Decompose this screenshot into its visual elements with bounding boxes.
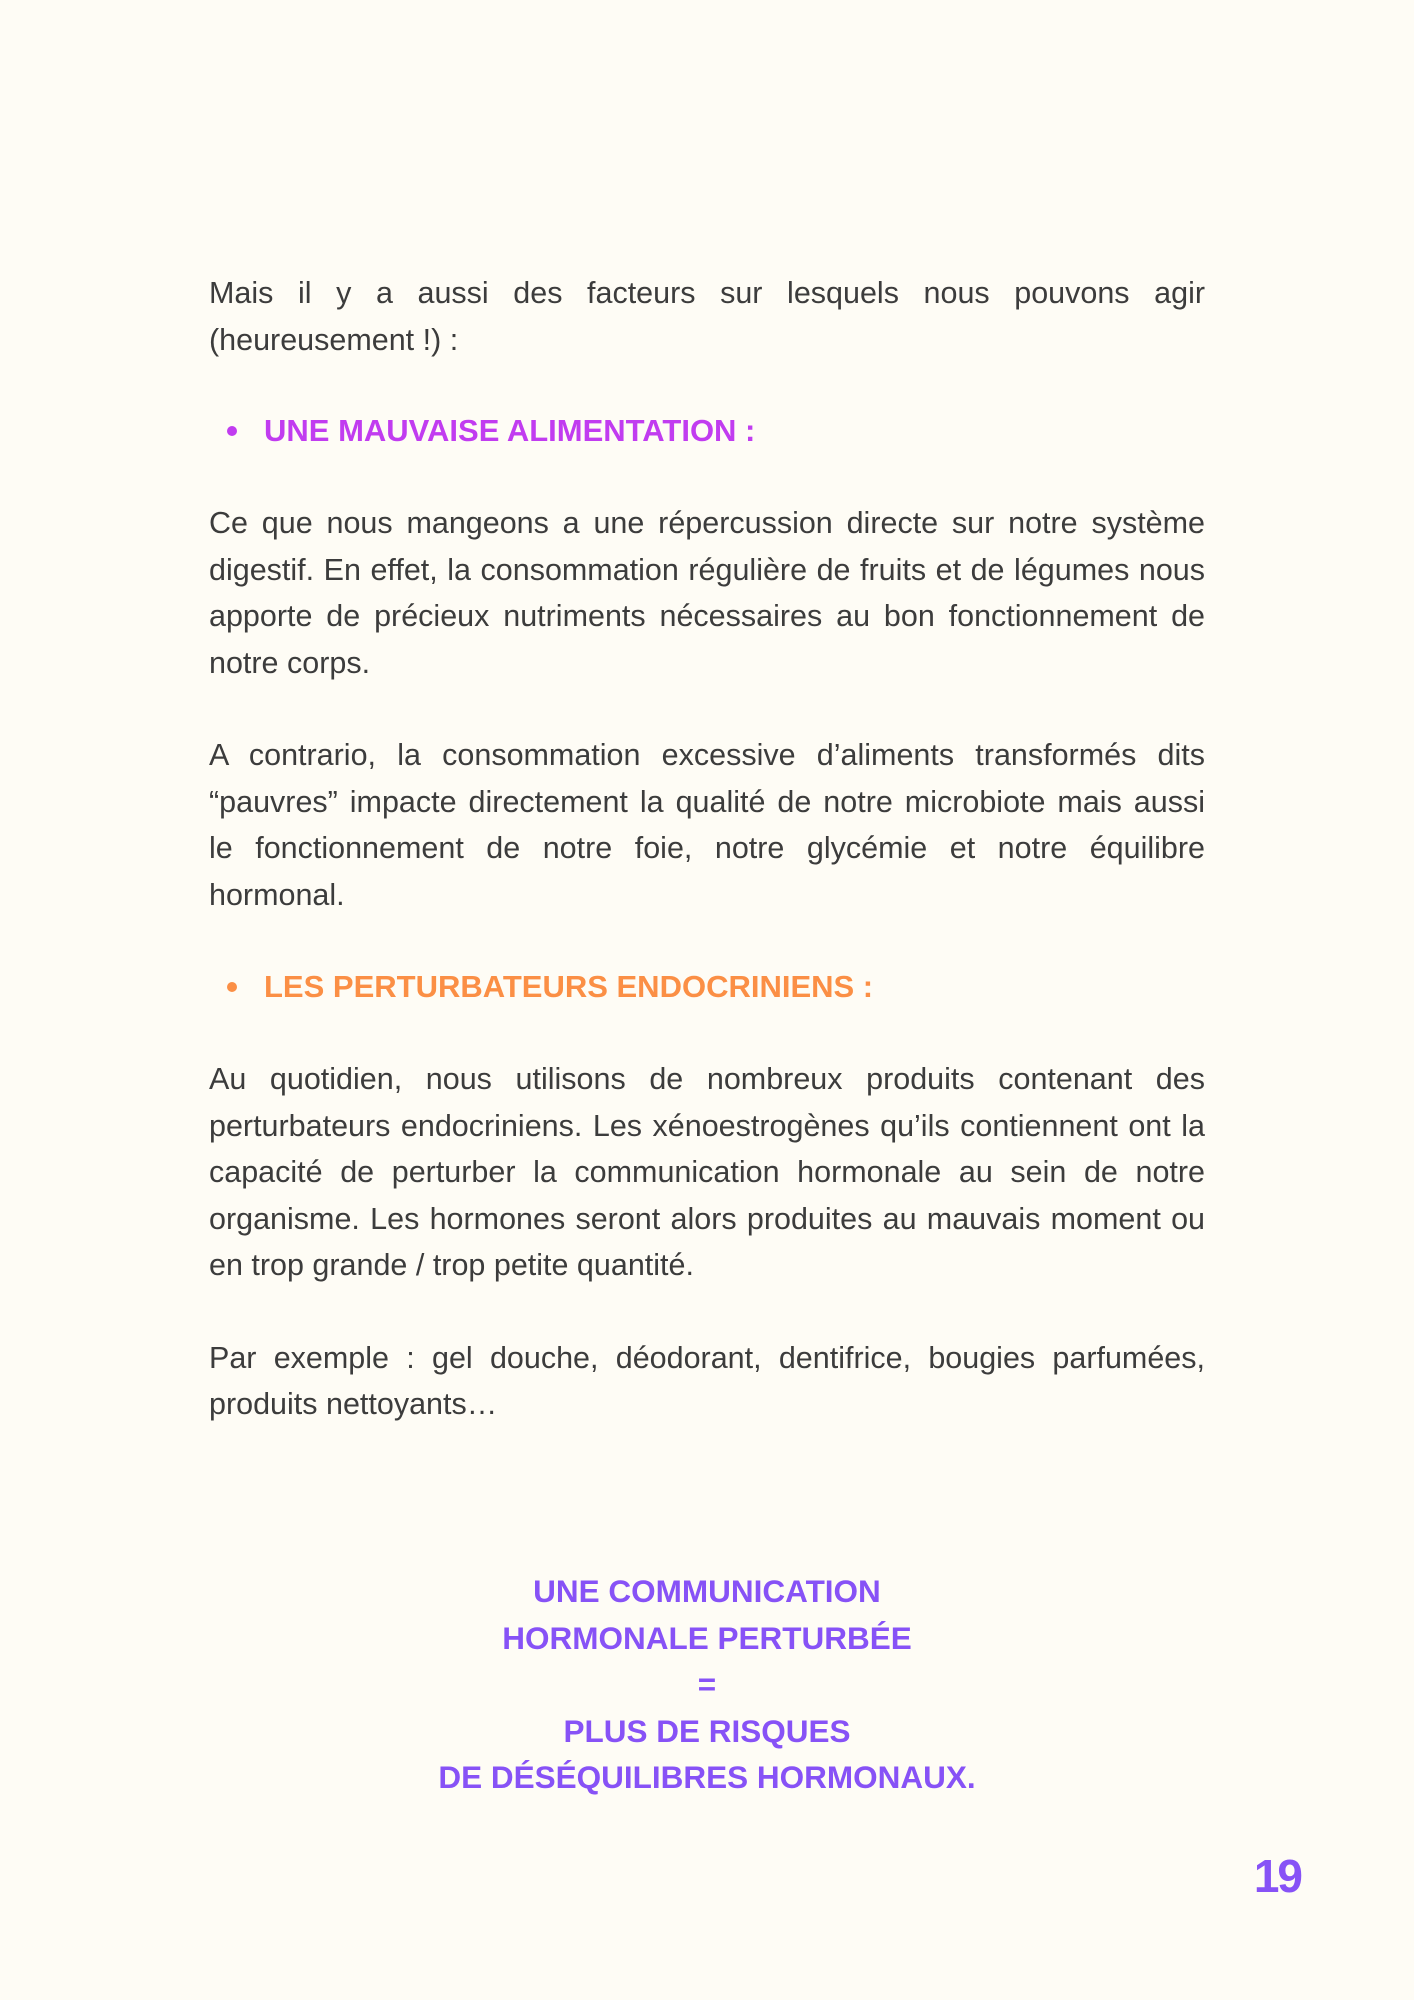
page-content <box>209 270 1205 1428</box>
bullet-dot-icon <box>227 426 237 436</box>
heading-text: UNE MAUVAISE ALIMENTATION : <box>264 413 756 448</box>
perturbateurs-paragraph-2: Par exemple : gel douche, déodorant, dentifrice, bougies parfumées, produits nettoyants… <box>209 1340 1205 1421</box>
bullet-dot-icon <box>227 982 237 992</box>
perturbateurs-paragraph-1: Au quotidien, nous utilisons de nombreux produits contenant des perturbateurs endocriniens. Les xénoestrogènes qu’ils contiennent ont la capacité de perturber la communication hormonale au sein de notre organisme. Les hormones seront alors produites au mauvais moment ou en trop grande / trop petite quantité. <box>209 1062 1205 1282</box>
key-message-callout <box>209 1568 1205 1801</box>
alimentation-paragraph-1: Ce que nous mangeons a une répercussion directe sur notre système digestif. En effet, la consommation régulière de fruits et de légumes nous apporte de précieux nutriments nécessaires au bon fonctionnement de notre corps. <box>209 506 1205 680</box>
intro-paragraph: Mais il y a aussi des facteurs sur lesquels nous pouvons agir (heureusement !) : <box>209 276 1205 357</box>
callout-line: DE DÉSÉQUILIBRES HORMONAUX. <box>438 1759 976 1795</box>
callout-line: UNE COMMUNICATION <box>533 1573 881 1609</box>
heading-text: LES PERTURBATEURS ENDOCRINIENS : <box>264 969 874 1004</box>
page-number: 19 <box>1253 1850 1301 1902</box>
callout-line: HORMONALE PERTURBÉE <box>502 1619 912 1656</box>
callout-line: PLUS DE RISQUES <box>563 1712 851 1749</box>
section-heading-alimentation <box>227 408 1205 454</box>
alimentation-paragraph-2: A contrario, la consommation excessive d’aliments transformés dits “pauvres” impacte directement la qualité de notre microbiote mais aussi le fonctionnement de notre foie, notre glycémie et notre équilibre hormonal. <box>209 738 1205 912</box>
section-heading-perturbateurs <box>227 964 1205 1010</box>
callout-equals: = <box>697 1666 717 1702</box>
